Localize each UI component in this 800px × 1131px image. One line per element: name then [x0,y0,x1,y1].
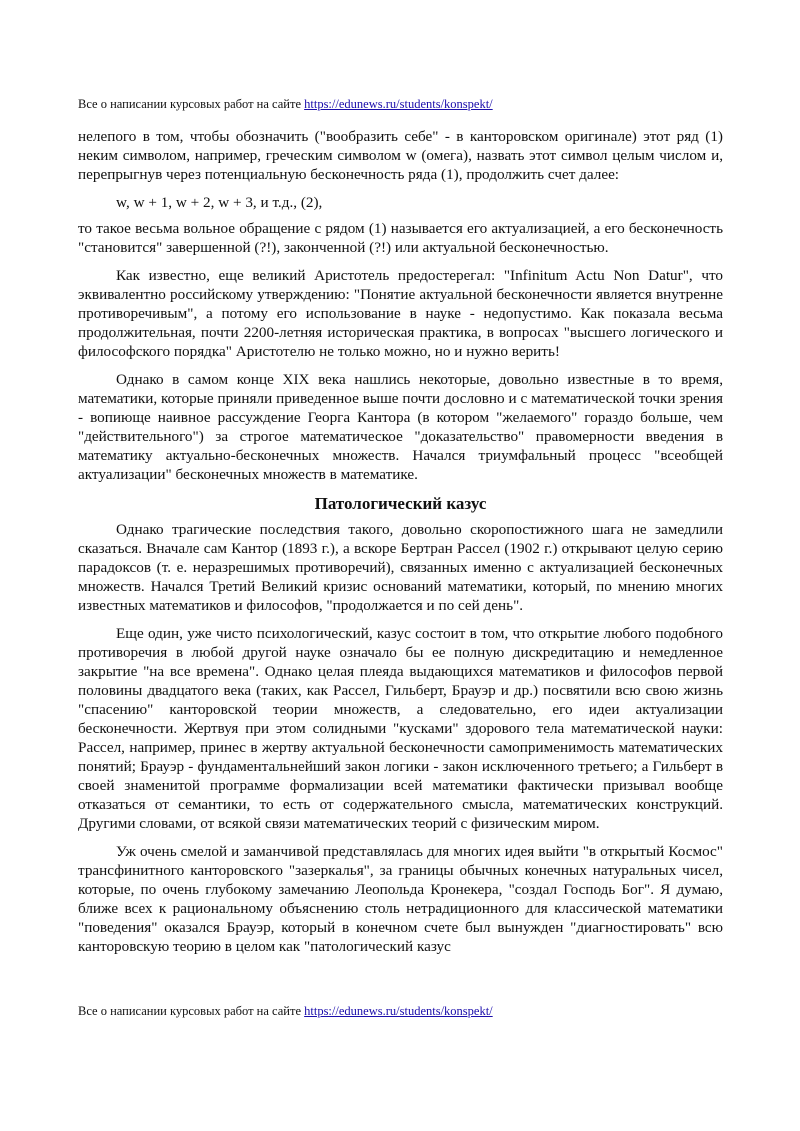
page-header [78,97,728,112]
paragraph-5: Однако трагические последствия такого, довольно скоропостижного шага не замедлили сказаться. Вначале сам Кантор (1893 г.), а вскоре Бертран Рассел (1902 г.) открывают целую серию парадоксов (т. е. неразрешимых противоречий), связанных именно с актуализацией бесконечных множеств. Начался Третий Великий кризис оснований математики, который, по мнению многих известных математиков и философов, "продолжается и по сей день". [78,521,723,614]
header-text: Все о написании курсовых работ на сайте [78,97,301,111]
footer-link[interactable]: https://edunews.ru/students/konspekt/ [304,1004,493,1018]
footer-text: Все о написании курсовых работ на сайте [78,1004,301,1018]
page-footer [78,1004,728,1019]
paragraph-4: Однако в самом конце XIX века нашлись некоторые, довольно известные в то время, математики, которые приняли приведенное выше почти дословно и с математической точки зрения - вопиюще наивное рассуждение Георга Кантора (в котором "желаемого" гораздо больше, чем "действительного") за строгое математическое "доказательство" правомерности введения в математику актуально-бесконечных множеств. Начался триумфальный процесс "всеобщей актуализации" бесконечных множеств в математике. [78,371,723,483]
formula-line: w, w + 1, w + 2, w + 3, и т.д., (2), [116,194,323,211]
paragraph-1: нелепого в том, чтобы обозначить ("вообразить себе" - в канторовском оригинале) этот ряд (1) неким символом, например, греческим символом w (омега), назвать этот символ целым числом и, перепрыгнув через потенциальную бесконечность ряда (1), продолжить счет далее: [78,128,723,183]
header-link[interactable]: https://edunews.ru/students/konspekt/ [304,97,493,111]
paragraph-2: то такое весьма вольное обращение с рядом (1) называется его актуализацией, а его бесконечность "становится" завершенной (?!), законченной (?!) или актуальной бесконечностью. [78,220,723,256]
document-body [78,127,723,965]
paragraph-7: Уж очень смелой и заманчивой представлялась для многих идея выйти "в открытый Космос" трансфинитного канторовского "зазеркалья", за границы обычных конечных натуральных чисел, которые, по очень глубокому замечанию Леопольда Кронекера, "создал Господь Бог". Я думаю, ближе всех к рациональному объяснению столь нетрадиционного для классической математики "поведения" оказался Брауэр, который в конечном счете был вынужден "диагностировать" всю канторовскую теорию в целом как "патологический казус [78,843,723,955]
paragraph-6: Еще один, уже чисто психологический, казус состоит в том, что открытие любого подобного противоречия в любой другой науке означало бы ее полную дискредитацию и немедленное закрытие "на все времена". Однако целая плеяда выдающихся математиков и философов первой половины двадцатого века (таких, как Рассел, Гильберт, Брауэр и др.) посвятили всю свою жизнь "спасению" канторовской теории множеств, а следовательно, его идеи актуализации бесконечности. Жертвуя при этом солидными "кусками" здорового тела математической науки: Рассел, например, принес в жертву актуальной бесконечности самоприменимость математических понятий; Брауэр - фундаментальнейший закон логики - закон исключенного третьего; а Гильберт в своей знаменитой программе формализации всей математики фактически призывал вообще отказаться от семантики, то есть от содержательного смысла, математических конструкций. Другими словами, от всякой связи математических теорий с физическим миром. [78,625,723,832]
paragraph-3: Как известно, еще великий Аристотель предостерегал: "Infinitum Actu Non Datur", что эквивалентно российскому утверждению: "Понятие актуальной бесконечности является внутренне противоречивым", а потому его использование в науке - недопустимо. Как показала весьма продолжительная, почти 2200-летняя историческая практика, в вопросах "высшего логического и философского порядка" Аристотелю не только можно, но и нужно верить! [78,267,723,360]
section-heading: Патологический казус [314,494,487,513]
